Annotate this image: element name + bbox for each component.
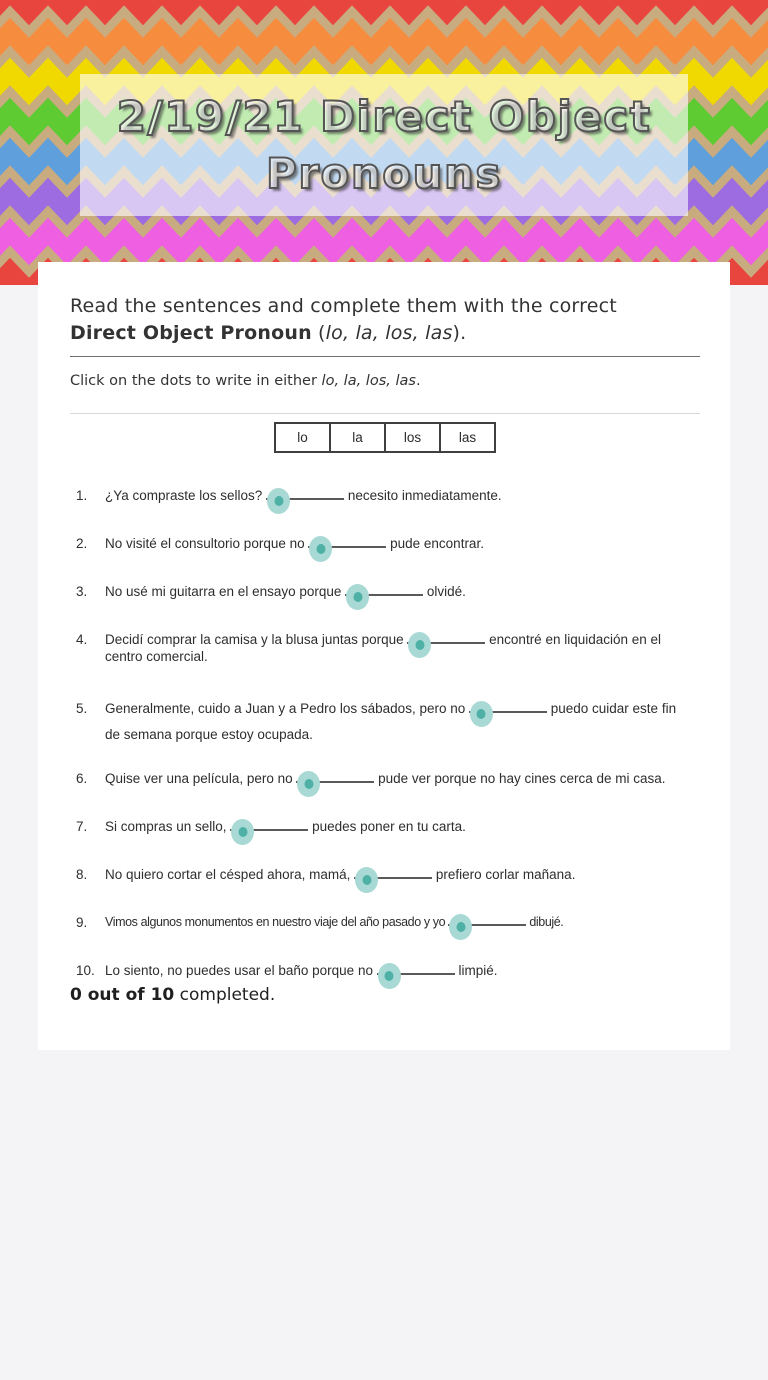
- question-text-before-blank: Decidí comprar la camisa y la blusa juntas porque: [105, 632, 408, 647]
- question-text-after-blank: prefiero corlar mañana.: [432, 867, 576, 882]
- word-bank-table: [274, 422, 496, 453]
- answer-blank-line: [308, 536, 386, 548]
- heading-line1: Read the sentences and complete them with the correct: [70, 295, 617, 317]
- answer-dot[interactable]: [408, 632, 431, 658]
- question-number: 9.: [76, 915, 88, 930]
- heading-divider: [70, 356, 700, 357]
- heading-paren-close: ).: [452, 322, 467, 344]
- worksheet-title-line2: Pronouns: [266, 149, 502, 198]
- question-6: [76, 770, 700, 787]
- question-text-before-blank: Quise ver una película, pero no: [105, 771, 297, 786]
- answer-blank-line: [407, 632, 485, 644]
- answer-dot[interactable]: [309, 536, 332, 562]
- word-bank-cell: los: [385, 423, 440, 452]
- answer-blank-line: [296, 771, 374, 783]
- question-text: [105, 535, 700, 552]
- answer-dot[interactable]: [355, 867, 378, 893]
- question-text-after-blank: pude encontrar.: [386, 536, 484, 551]
- question-text: [105, 696, 700, 748]
- question-number: 6.: [76, 771, 88, 786]
- question-text-before-blank: No usé mi guitarra en el ensayo porque: [105, 584, 346, 599]
- answer-dot[interactable]: [378, 963, 401, 989]
- question-text: [105, 487, 700, 504]
- question-text-after-blank: puedes poner en tu carta.: [308, 819, 466, 834]
- question-text: [105, 866, 700, 883]
- question-text-after-blank: puedo cuidar este fin de semana porque estoy ocupada.: [105, 701, 677, 742]
- worksheet-card: [38, 262, 730, 1050]
- question-text: [105, 914, 700, 931]
- question-text: [105, 818, 700, 835]
- question-text-after-blank: pude ver porque no hay cines cerca de mi casa.: [374, 771, 666, 786]
- answer-dot[interactable]: [346, 584, 369, 610]
- question-3: [76, 583, 700, 600]
- chevron-stripe: [0, 32, 768, 52]
- answer-blank-line: [448, 914, 526, 926]
- question-text-before-blank: No visité el consultorio porque no: [105, 536, 309, 551]
- answer-dot[interactable]: [470, 701, 493, 727]
- click-instruction-suffix: .: [415, 373, 421, 389]
- title-box: [80, 74, 688, 216]
- task-heading: [70, 293, 700, 347]
- question-text-before-blank: No quiero cortar el césped ahora, mamá,: [105, 867, 355, 882]
- answer-dot[interactable]: [231, 819, 254, 845]
- chevron-stripe: [0, 0, 768, 12]
- click-instruction-options: lo, la, los, las: [321, 373, 416, 389]
- answer-blank-line: [266, 488, 344, 500]
- word-bank-row: [275, 423, 495, 452]
- question-1: [76, 487, 700, 504]
- question-number: 7.: [76, 819, 88, 834]
- question-number: 5.: [76, 701, 88, 716]
- question-text: [105, 583, 700, 600]
- answer-blank-line: [345, 584, 423, 596]
- question-text-after-blank: olvidé.: [423, 584, 466, 599]
- section-divider: [70, 413, 700, 414]
- question-10: [76, 962, 700, 979]
- question-9: [76, 914, 700, 931]
- question-text-before-blank: Si compras un sello,: [105, 819, 231, 834]
- word-bank-cell: lo: [275, 423, 330, 452]
- question-text-after-blank: dibujé.: [526, 915, 564, 929]
- progress-label: completed.: [174, 985, 276, 1005]
- question-number: 8.: [76, 867, 88, 882]
- question-number: 1.: [76, 488, 88, 503]
- answer-blank-line: [377, 963, 455, 975]
- question-text-after-blank: encontré en liquidación en el centro comercial.: [105, 632, 662, 664]
- question-number: 3.: [76, 584, 88, 599]
- answer-dot[interactable]: [267, 488, 290, 514]
- question-5: [76, 696, 700, 748]
- click-instruction: [70, 371, 700, 391]
- heading-paren-open: (: [311, 322, 326, 344]
- word-bank-cell: las: [440, 423, 495, 452]
- question-text-after-blank: necesito inmediatamente.: [344, 488, 502, 503]
- word-bank-cell: la: [330, 423, 385, 452]
- worksheet-title-line1: 2/19/21 Direct Object: [116, 92, 652, 141]
- question-text-before-blank: Generalmente, cuido a Juan y a Pedro los sábados, pero no: [105, 701, 469, 716]
- question-text-after-blank: limpié.: [454, 963, 498, 978]
- answer-blank-line: [354, 867, 432, 879]
- question-number: 2.: [76, 536, 88, 551]
- question-list: [70, 487, 700, 979]
- question-text: [105, 631, 700, 665]
- answer-dot[interactable]: [449, 914, 472, 940]
- question-text: [105, 962, 700, 979]
- question-text-before-blank: Vimos algunos monumentos en nuestro viaje del año pasado y yo: [105, 915, 449, 929]
- question-2: [76, 535, 700, 552]
- worksheet-banner: [0, 0, 768, 285]
- question-7: [76, 818, 700, 835]
- question-text: [105, 770, 700, 787]
- answer-blank-line: [230, 819, 308, 831]
- answer-dot[interactable]: [297, 771, 320, 797]
- question-text-before-blank: ¿Ya compraste los sellos?: [105, 488, 267, 503]
- chevron-stripe: [0, 232, 768, 252]
- question-number: 4.: [76, 632, 88, 647]
- heading-bold-phrase: Direct Object Pronoun: [70, 322, 312, 344]
- question-8: [76, 866, 700, 883]
- question-4: [76, 631, 700, 665]
- answer-blank-line: [469, 701, 547, 713]
- question-number: 10.: [76, 963, 95, 978]
- question-text-before-blank: Lo siento, no puedes usar el baño porque no: [105, 963, 377, 978]
- progress-count: 0 out of 10: [70, 985, 175, 1005]
- heading-italic-options: lo, la, los, las: [325, 322, 453, 344]
- click-instruction-prefix: Click on the dots to write in either: [70, 373, 322, 389]
